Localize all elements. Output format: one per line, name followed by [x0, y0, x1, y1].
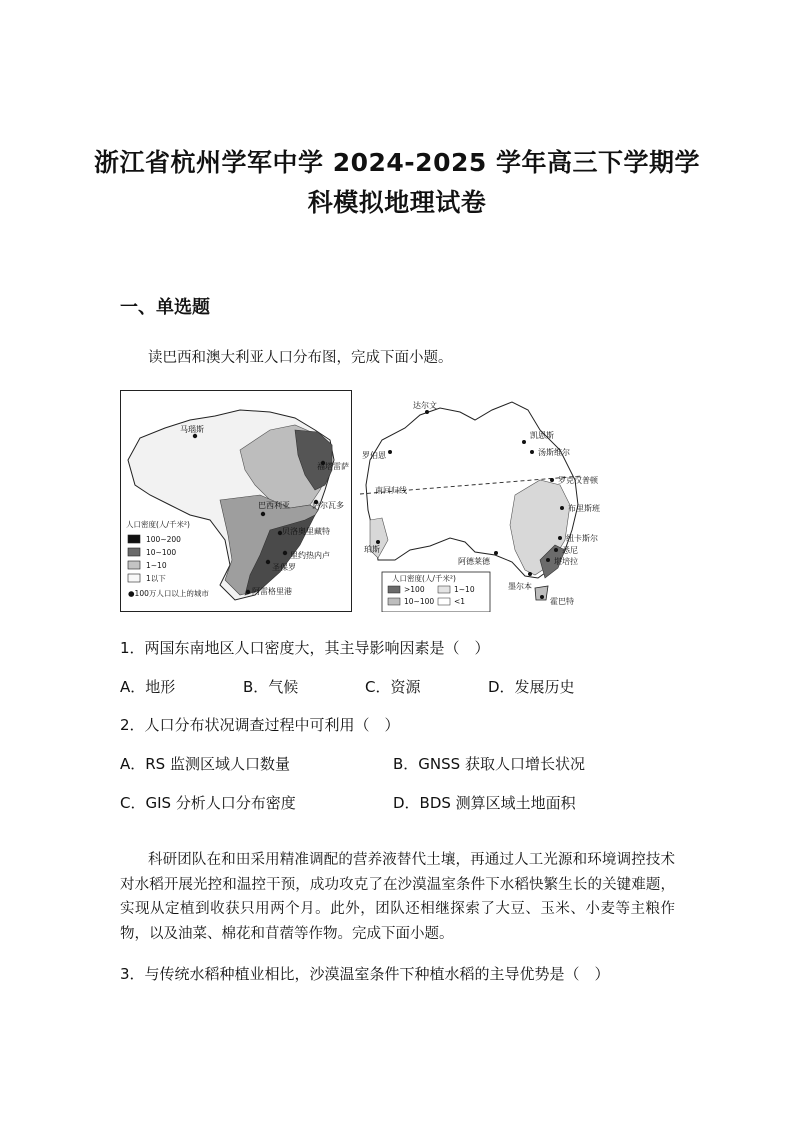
- city-label-brisbane: 布里斯班: [568, 504, 600, 513]
- city-label-manaus: 马瑙斯: [180, 425, 204, 434]
- city-label-porto-alegre: 阿雷格里港: [252, 587, 292, 596]
- city-label-cairns: 凯恩斯: [530, 431, 554, 440]
- australia-legend-item-2: 1~10: [454, 585, 475, 594]
- intro-text-1: 读巴西和澳大利亚人口分布图，完成下面小题。: [148, 350, 453, 366]
- australia-legend-item-3: 10~100: [404, 597, 435, 606]
- city-label-roebourne: 罗伯恩: [362, 451, 386, 460]
- question-1-stem: 1．两国东南地区人口密度大，其主导影响因素是（ ）: [120, 639, 490, 657]
- population-maps-svg: [120, 390, 676, 612]
- intro-text-2: 科研团队在和田采用精准调配的营养液替代土壤，再通过人工光源和环境调控技术对水稻开展光控和温控干预，成功攻克了在沙漠温室条件下水稻快繁生长的关键难题，实现从定植到收获只用两个月。此外，团队还相继探索了大豆、玉米、小麦等主粮作物，以及油菜、棉花和苜蓿等作物。完成下面小题。: [120, 852, 675, 942]
- city-label-darwin: 达尔文: [413, 401, 437, 410]
- city-label-fortaleza: 福塔雷萨: [317, 462, 349, 471]
- city-label-brasilia: 巴西利亚: [258, 501, 290, 510]
- city-label-townsville: 汤斯维尔: [538, 448, 570, 457]
- city-label-belo-horizonte: 贝洛奥里藏特: [282, 527, 330, 536]
- tropic-of-capricorn-label: 南回归线: [375, 486, 407, 495]
- australia-legend: [382, 572, 490, 612]
- city-label-rio: 里约热内卢: [290, 551, 330, 560]
- australia-map: [360, 400, 600, 612]
- city-label-melbourne: 墨尔本: [508, 582, 532, 591]
- question-2-option-b[interactable]: B．GNSS 获取人口增长状况: [393, 755, 585, 773]
- brazil-map: [121, 391, 352, 612]
- city-label-rockhampton: 罗克汉普顿: [558, 476, 598, 485]
- australia-legend-item-1: >100: [404, 585, 425, 594]
- city-label-hobart: 霍巴特: [550, 597, 574, 606]
- document-title-line1: 浙江省杭州学军中学 2024-2025 学年高三下学期学: [94, 148, 700, 177]
- brazil-legend-item-1: 100~200: [146, 535, 181, 544]
- city-label-canberra: 堪培拉: [554, 557, 578, 566]
- question-2-stem: 2．人口分布状况调查过程中可利用（ ）: [120, 716, 400, 734]
- question-1-option-d[interactable]: D．发展历史: [488, 678, 575, 696]
- australia-legend-item-4: <1: [454, 597, 466, 606]
- brazil-legend-item-4: 1以下: [146, 574, 166, 583]
- city-label-adelaide: 阿德莱德: [458, 557, 490, 566]
- brazil-legend-city-note: ●100万人口以上的城市: [128, 589, 209, 598]
- question-3-stem: 3．与传统水稻种植业相比，沙漠温室条件下种植水稻的主导优势是（ ）: [120, 965, 610, 983]
- brazil-legend-item-2: 10~100: [146, 548, 177, 557]
- question-1-option-c[interactable]: C．资源: [365, 678, 421, 696]
- city-label-sydney: 悉尼: [562, 546, 578, 555]
- australia-legend-title: 人口密度(人/千米²): [392, 574, 456, 583]
- question-2-option-a[interactable]: A．RS 监测区域人口数量: [120, 755, 290, 773]
- brazil-legend-title: 人口密度(人/千米²): [126, 520, 190, 529]
- document-title-line2: 科模拟地理试卷: [307, 188, 487, 217]
- question-1-option-a[interactable]: A．地形: [120, 678, 176, 696]
- city-label-perth: 珀斯: [364, 545, 380, 554]
- population-map-figure: [120, 390, 676, 612]
- city-label-salvador: 萨尔瓦多: [312, 501, 344, 510]
- question-2-option-c[interactable]: C．GIS 分析人口分布密度: [120, 794, 296, 812]
- question-1-option-b[interactable]: B．气候: [243, 678, 299, 696]
- city-label-newcastle: 纽卡斯尔: [566, 534, 598, 543]
- city-label-sao-paulo: 圣保罗: [272, 563, 296, 572]
- section-heading: 一、单选题: [120, 297, 210, 318]
- question-2-option-d[interactable]: D．BDS 测算区域土地面积: [393, 794, 576, 812]
- brazil-legend-item-3: 1~10: [146, 561, 167, 570]
